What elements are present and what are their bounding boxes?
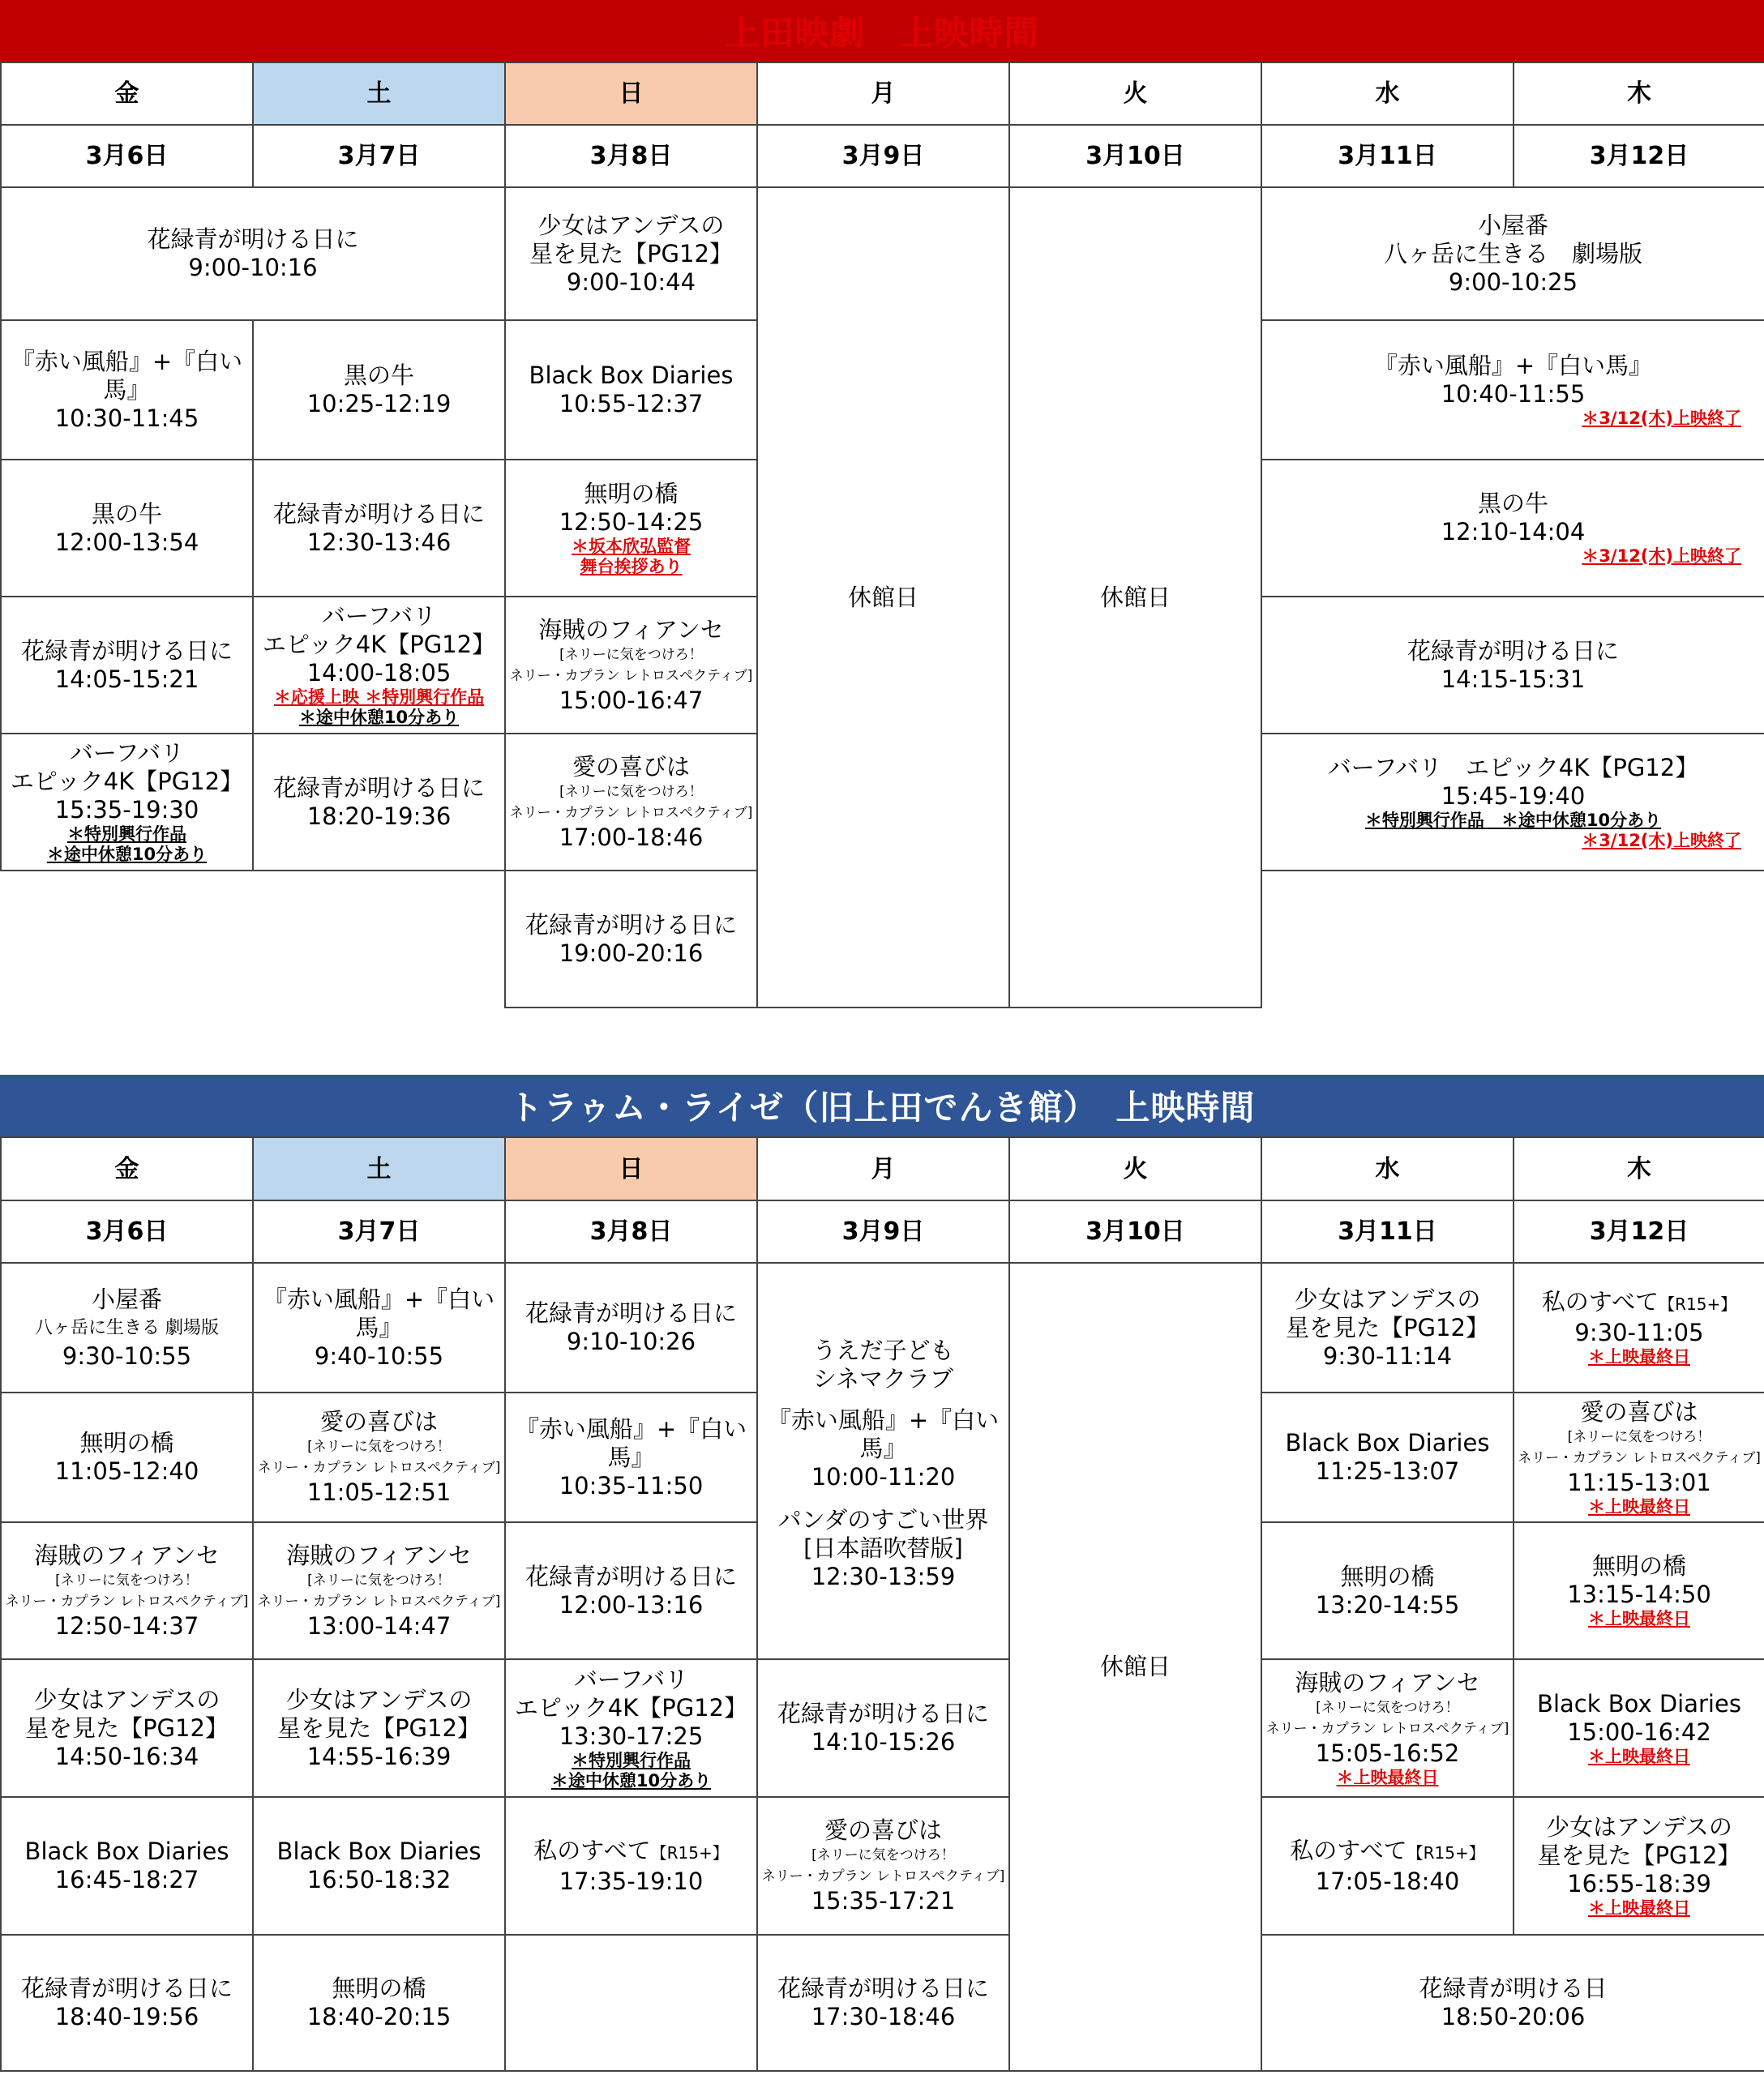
showing: 『赤い風船』+『白い馬』 9:40-10:55 [253,1263,505,1393]
end-notice: ＊上映最終日 [1588,1898,1690,1918]
showing: 無明の橋 13:20-14:55 [1261,1522,1514,1659]
showing: 花緑青が明ける日に 18:20-19:36 [253,734,505,871]
date-sun: 3月8日 [505,1200,757,1263]
showing: Black Box Diaries 15:00-16:42 ＊上映最終日 [1514,1659,1764,1797]
date-fri: 3月6日 [1,125,253,187]
showing: 黒の牛 12:10-14:04 ＊3/12(木)上映終了 [1261,460,1764,597]
theater1-schedule-table [0,62,1764,1008]
date-thu: 3月12日 [1514,1200,1764,1263]
day-sun: 日 [505,62,757,125]
day-mon: 月 [757,62,1009,125]
event-notice: ＊途中休憩10分あり [298,708,460,727]
showing: 花緑青が明ける日に 9:10-10:26 [505,1263,757,1393]
date-sat: 3月7日 [253,125,505,187]
day-mon: 月 [757,1137,1009,1200]
showing: バーフバリ エピック4K【PG12】 14:00-18:05 ＊応援上映 ＊特別興行作品 ＊途中休憩10分あり [253,597,505,734]
theater1-title: 上田映劇 上映時間 [0,0,1764,62]
end-notice: ＊上映最終日 [1588,1347,1690,1367]
event-notice: ＊途中休憩10分あり [46,845,208,864]
date-tue: 3月10日 [1009,1200,1261,1263]
showing: 黒の牛 12:00-13:54 [1,460,253,597]
showing: 愛の喜びは [ネリーに気をつけろ！ ネリー・カプラン レトロスペクティブ] 15:35-17:21 [757,1797,1009,1935]
showing: バーフバリ エピック4K【PG12】 15:35-19:30 ＊特別興行作品 ＊途中休憩10分あり [1,734,253,871]
day-tue: 火 [1009,62,1261,125]
showing: 海賊のフィアンセ [ネリーに気をつけろ！ ネリー・カプラン レトロスペクティブ] 13:00-14:47 [253,1522,505,1659]
day-fri: 金 [1,62,253,125]
showing: バーフバリ エピック4K【PG12】 13:30-17:25 ＊特別興行作品 ＊途中休憩10分あり [505,1659,757,1797]
showing: 『赤い風船』+『白い馬』 10:35-11:50 [505,1393,757,1522]
event-notice: 舞台挨拶あり [580,556,683,576]
event-notice: ＊途中休憩10分あり [550,1770,712,1790]
date-thu: 3月12日 [1514,125,1764,187]
showing: 花緑青が明ける日に 17:30-18:46 [757,1935,1009,2071]
showing: 黒の牛 10:25-12:19 [253,320,505,460]
end-notice: ＊上映最終日 [1588,1609,1690,1628]
showing: Black Box Diaries 16:50-18:32 [253,1797,505,1935]
showing: 少女はアンデスの 星を見た【PG12】 14:50-16:34 [1,1659,253,1797]
showing: Black Box Diaries 11:25-13:07 [1261,1393,1514,1522]
end-notice: ＊3/12(木)上映終了 [1582,830,1741,850]
event-notice: ＊特別興行作品 ＊途中休憩10分あり [1364,810,1662,830]
showing: 無明の橋 18:40-20:15 [253,1935,505,2071]
showing: 愛の喜びは [ネリーに気をつけろ！ ネリー・カプラン レトロスペクティブ] 17:00-18:46 [505,734,757,871]
showing: 『赤い風船』+『白い馬』 10:30-11:45 [1,320,253,460]
event-notice: ＊応援上映 ＊特別興行作品 [273,687,485,707]
closed-day-mon: 休館日 [757,187,1009,1008]
day-wed: 水 [1261,1137,1514,1200]
day-tue: 火 [1009,1137,1261,1200]
empty-cell [1261,871,1764,1008]
showing: 海賊のフィアンセ [ネリーに気をつけろ！ ネリー・カプラン レトロスペクティブ] 15:05-16:52 ＊上映最終日 [1261,1659,1514,1797]
showing: 少女はアンデスの 星を見た【PG12】 14:55-16:39 [253,1659,505,1797]
theater2-title: トラゥム・ライゼ（旧上田でんき館） 上映時間 [0,1075,1764,1136]
day-thu: 木 [1514,62,1764,125]
empty-cell [505,1935,757,2071]
showing: Black Box Diaries 16:45-18:27 [1,1797,253,1935]
showing: 花緑青が明ける日に 9:00-10:16 [1,187,505,320]
showing: 花緑青が明ける日に 19:00-20:16 [505,871,757,1008]
event-notice: ＊特別興行作品 [572,1750,691,1770]
day-thu: 木 [1514,1137,1764,1200]
end-notice: ＊3/12(木)上映終了 [1582,408,1741,428]
showing: 海賊のフィアンセ [ネリーに気をつけろ！ ネリー・カプラン レトロスペクティブ] 15:00-16:47 [505,597,757,734]
showing: 花緑青が明ける日 18:50-20:06 [1261,1935,1764,2071]
day-wed: 水 [1261,62,1514,125]
end-notice: ＊上映最終日 [1588,1746,1690,1766]
day-sun: 日 [505,1137,757,1200]
end-notice: ＊3/12(木)上映終了 [1582,546,1741,566]
showing: Black Box Diaries 10:55-12:37 [505,320,757,460]
showing: 無明の橋 12:50-14:25 ＊坂本欣弘監督 舞台挨拶あり [505,460,757,597]
showing: 花緑青が明ける日に 14:10-15:26 [757,1659,1009,1797]
showing: 花緑青が明ける日に 18:40-19:56 [1,1935,253,2071]
date-mon: 3月9日 [757,125,1009,187]
showing: 『赤い風船』+『白い馬』 10:40-11:55 ＊3/12(木)上映終了 [1261,320,1764,460]
date-mon: 3月9日 [757,1200,1009,1263]
date-wed: 3月11日 [1261,1200,1514,1263]
event-notice: ＊特別興行作品 [67,824,186,844]
showing: 花緑青が明ける日に 12:30-13:46 [253,460,505,597]
date-tue: 3月10日 [1009,125,1261,187]
showing: 私のすべて【R15+】 9:30-11:05 ＊上映最終日 [1514,1263,1764,1393]
showing: 小屋番 八ヶ岳に生きる 劇場版 9:00-10:25 [1261,187,1764,320]
closed-day-tue: 休館日 [1009,1263,1261,2071]
day-sat: 土 [253,62,505,125]
showing: 小屋番 八ヶ岳に生きる 劇場版 9:30-10:55 [1,1263,253,1393]
showing: 少女はアンデスの 星を見た【PG12】 9:00-10:44 [505,187,757,320]
showing: 花緑青が明ける日に 14:15-15:31 [1261,597,1764,734]
showing: うえだ子ども シネマクラブ 『赤い風船』+『白い馬』 10:00-11:20 パンダのすごい世界 [日本語吹替版] 12:30-13:59 [757,1263,1009,1659]
showing: 無明の橋 11:05-12:40 [1,1393,253,1522]
showing: 少女はアンデスの 星を見た【PG12】 16:55-18:39 ＊上映最終日 [1514,1797,1764,1935]
showing: 愛の喜びは [ネリーに気をつけろ！ ネリー・カプラン レトロスペクティブ] 11:15-13:01 ＊上映最終日 [1514,1393,1764,1522]
day-fri: 金 [1,1137,253,1200]
closed-day-tue: 休館日 [1009,187,1261,1008]
event-notice: ＊坂本欣弘監督 [572,536,691,556]
date-wed: 3月11日 [1261,125,1514,187]
day-sat: 土 [253,1137,505,1200]
date-sun: 3月8日 [505,125,757,187]
showing: 愛の喜びは [ネリーに気をつけろ！ ネリー・カプラン レトロスペクティブ] 11:05-12:51 [253,1393,505,1522]
showing: 私のすべて【R15+】 17:05-18:40 [1261,1797,1514,1935]
theater2-schedule-table [0,1136,1764,2072]
empty-cell [1,871,505,1008]
showing: 花緑青が明ける日に 12:00-13:16 [505,1522,757,1659]
showing: 海賊のフィアンセ [ネリーに気をつけろ！ ネリー・カプラン レトロスペクティブ] 12:50-14:37 [1,1522,253,1659]
end-notice: ＊上映最終日 [1588,1496,1690,1517]
showing: 無明の橋 13:15-14:50 ＊上映最終日 [1514,1522,1764,1659]
showing: バーフバリ エピック4K【PG12】 15:45-19:40 ＊特別興行作品 ＊途中休憩10分あり ＊3/12(木)上映終了 [1261,734,1764,871]
showing: 少女はアンデスの 星を見た【PG12】 9:30-11:14 [1261,1263,1514,1393]
end-notice: ＊上映最終日 [1336,1767,1439,1787]
date-sat: 3月7日 [253,1200,505,1263]
showing: 花緑青が明ける日に 14:05-15:21 [1,597,253,734]
showing: 私のすべて【R15+】 17:35-19:10 [505,1797,757,1935]
date-fri: 3月6日 [1,1200,253,1263]
